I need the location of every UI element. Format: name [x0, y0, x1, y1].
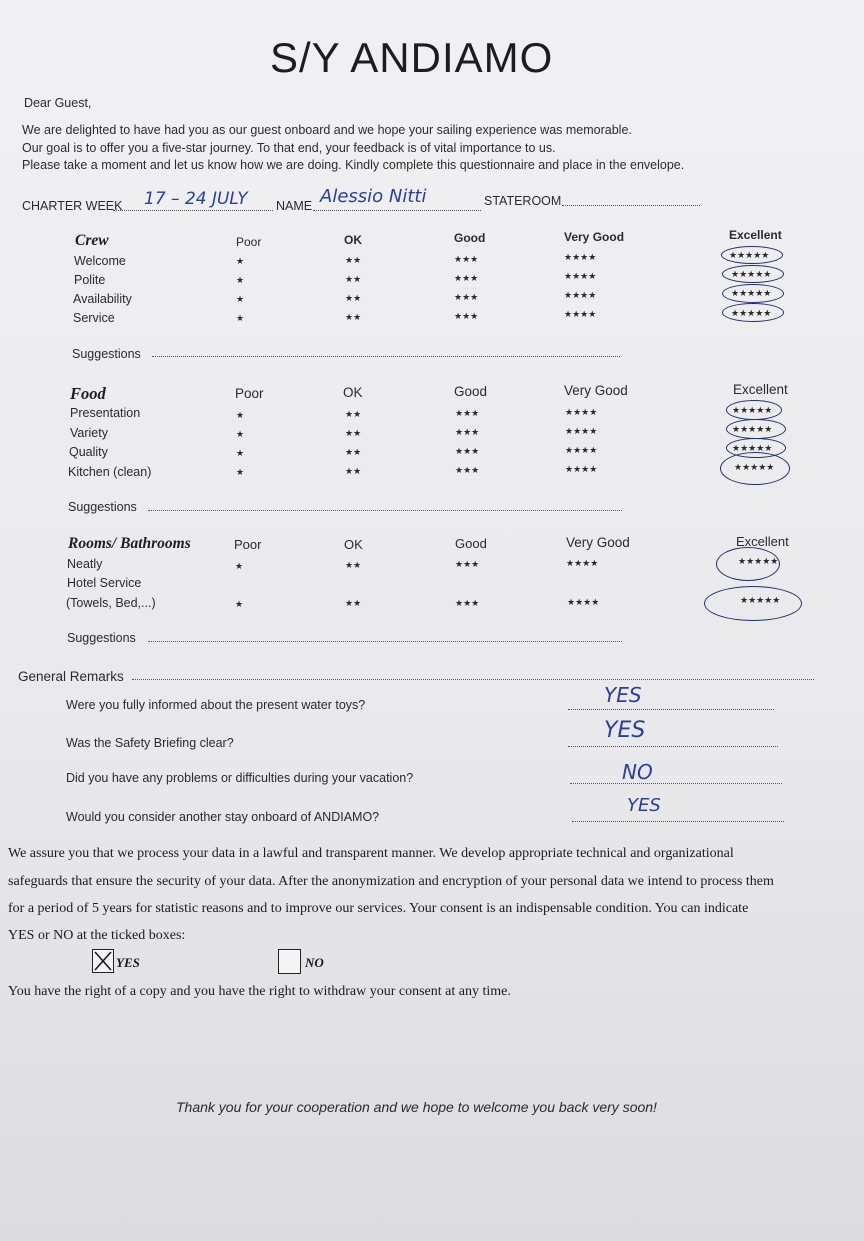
star-excellent[interactable]: ★★★★★ — [731, 269, 772, 279]
star-good[interactable]: ★★★ — [454, 273, 479, 283]
consent-rights: You have the right of a copy and you have the right to withdraw your consent at any time. — [8, 984, 511, 999]
star-excellent[interactable]: ★★★★★ — [738, 556, 779, 566]
selection-circle — [722, 284, 784, 303]
star-excellent[interactable]: ★★★★★ — [729, 250, 770, 260]
rooms-item-neatly: Neatly — [67, 557, 103, 571]
rooms-header-good: Good — [455, 536, 487, 551]
consent-line-3: for a period of 5 years for statistic reasons and to improve our services. Your consent is an indispensable condition. You can indicate — [8, 901, 749, 916]
consent-line-4: YES or NO at the ticked boxes: — [8, 928, 186, 943]
food-header-very-good: Very Good — [564, 383, 628, 398]
star-good[interactable]: ★★★ — [455, 559, 480, 569]
food-section-title: Food — [70, 384, 106, 403]
star-poor[interactable]: ★ — [236, 313, 245, 323]
star-ok[interactable]: ★★ — [345, 447, 362, 457]
star-excellent[interactable]: ★★★★★ — [732, 443, 773, 453]
rooms-item-hotel-service: Hotel Service — [67, 576, 142, 590]
star-poor[interactable]: ★ — [235, 561, 244, 571]
star-very-good[interactable]: ★★★★ — [565, 464, 598, 474]
star-poor[interactable]: ★ — [236, 448, 245, 458]
star-good[interactable]: ★★★ — [455, 427, 480, 437]
crew-header-ok: OK — [344, 233, 362, 247]
star-ok[interactable]: ★★ — [345, 312, 362, 322]
no-checkbox[interactable] — [278, 949, 301, 974]
general-remarks-label: General Remarks — [18, 669, 124, 684]
star-ok[interactable]: ★★ — [345, 274, 362, 284]
star-good[interactable]: ★★★ — [454, 254, 479, 264]
food-item-variety: Variety — [70, 426, 108, 440]
star-excellent[interactable]: ★★★★★ — [731, 308, 772, 318]
star-good[interactable]: ★★★ — [454, 311, 479, 321]
rooms-header-excellent: Excellent — [736, 534, 789, 549]
star-ok[interactable]: ★★ — [345, 255, 362, 265]
rooms-header-very-good: Very Good — [566, 535, 630, 550]
selection-circle — [721, 246, 783, 264]
stateroom-line[interactable] — [562, 205, 700, 206]
star-poor[interactable]: ★ — [236, 429, 245, 439]
food-item-presentation: Presentation — [70, 406, 141, 420]
crew-suggestions-label: Suggestions — [72, 347, 141, 361]
food-suggestions-line[interactable] — [148, 510, 622, 511]
charter-week-label: CHARTER WEEK — [22, 199, 123, 213]
star-good[interactable]: ★★★ — [454, 292, 479, 302]
question-another-stay: Would you consider another stay onboard of ANDIAMO? — [66, 810, 380, 824]
name-value[interactable]: Alessio Nitti — [320, 186, 427, 207]
star-excellent[interactable]: ★★★★★ — [734, 462, 775, 472]
crew-item-polite: Polite — [74, 273, 106, 287]
crew-suggestions-line[interactable] — [152, 356, 620, 357]
intro-line-3: Please take a moment and let us know how we are doing. Kindly complete this questionnaire and place in the envelope. — [22, 158, 685, 172]
general-remarks-line[interactable] — [132, 679, 814, 680]
crew-header-poor: Poor — [236, 235, 262, 249]
food-item-quality: Quality — [69, 445, 108, 459]
star-poor[interactable]: ★ — [236, 467, 245, 477]
star-excellent[interactable]: ★★★★★ — [732, 405, 773, 415]
star-ok[interactable]: ★★ — [345, 293, 362, 303]
rooms-suggestions-line[interactable] — [148, 641, 622, 642]
star-very-good[interactable]: ★★★★ — [566, 558, 599, 568]
star-ok[interactable]: ★★ — [345, 560, 362, 570]
star-very-good[interactable]: ★★★★ — [567, 597, 600, 607]
rooms-header-ok: OK — [344, 537, 363, 552]
charter-week-value[interactable]: 17 – 24 JULY — [144, 189, 248, 209]
crew-header-very-good: Very Good — [564, 230, 625, 244]
star-very-good[interactable]: ★★★★ — [564, 309, 597, 319]
food-suggestions-label: Suggestions — [68, 500, 137, 514]
star-ok[interactable]: ★★ — [345, 409, 362, 419]
crew-header-good: Good — [454, 231, 486, 245]
star-good[interactable]: ★★★ — [455, 408, 480, 418]
star-good[interactable]: ★★★ — [455, 446, 480, 456]
answer-line[interactable] — [568, 709, 774, 710]
rooms-item-towels-bed: (Towels, Bed,...) — [66, 596, 156, 610]
selection-circle — [704, 586, 802, 621]
greeting: Dear Guest, — [24, 96, 92, 110]
name-line — [313, 210, 481, 211]
rooms-header-poor: Poor — [234, 537, 262, 552]
answer-problems[interactable]: NO — [622, 760, 653, 784]
star-very-good[interactable]: ★★★★ — [565, 407, 598, 417]
yes-label: YES — [116, 955, 140, 970]
selection-circle — [722, 265, 784, 283]
star-good[interactable]: ★★★ — [455, 598, 480, 608]
selection-circle — [726, 419, 786, 439]
charter-week-line — [113, 210, 273, 211]
star-very-good[interactable]: ★★★★ — [564, 290, 597, 300]
star-excellent[interactable]: ★★★★★ — [740, 595, 781, 605]
star-very-good[interactable]: ★★★★ — [565, 445, 598, 455]
check-x-icon — [93, 950, 113, 972]
question-water-toys: Were you fully informed about the present water toys? — [66, 698, 366, 712]
food-item-kitchen: Kitchen (clean) — [68, 465, 152, 479]
selection-circle — [720, 452, 790, 485]
food-header-ok: OK — [343, 385, 363, 400]
rooms-section-title: Rooms/ Bathrooms — [68, 535, 191, 552]
thank-you-message: Thank you for your cooperation and we hope to welcome you back very soon! — [176, 1099, 657, 1115]
star-very-good[interactable]: ★★★★ — [565, 426, 598, 436]
question-problems: Did you have any problems or difficulties during your vacation? — [66, 771, 414, 785]
star-good[interactable]: ★★★ — [455, 465, 480, 475]
star-poor[interactable]: ★ — [236, 256, 245, 266]
name-label: NAME — [276, 199, 313, 213]
star-poor[interactable]: ★ — [235, 599, 244, 609]
food-header-excellent: Excellent — [733, 382, 788, 397]
crew-header-excellent: Excellent — [729, 228, 782, 242]
form-title: S/Y ANDIAMO — [270, 34, 554, 81]
question-safety-briefing: Was the Safety Briefing clear? — [66, 736, 234, 750]
yes-checkbox[interactable] — [92, 949, 114, 973]
consent-line-1: We assure you that we process your data in a lawful and transparent manner. We develop appropriate technical and organizational — [8, 846, 734, 861]
star-poor[interactable]: ★ — [236, 275, 245, 285]
star-ok[interactable]: ★★ — [345, 428, 362, 438]
answer-another-stay[interactable]: YES — [627, 795, 661, 816]
crew-section-title: Crew — [75, 232, 109, 249]
stateroom-label: STATEROOM — [484, 194, 562, 208]
selection-circle — [716, 547, 780, 581]
intro-line-1: We are delighted to have had you as our guest onboard and we hope your sailing experience was memorable. — [22, 123, 632, 137]
answer-water-toys[interactable]: YES — [604, 683, 642, 707]
star-ok[interactable]: ★★ — [345, 598, 362, 608]
crew-item-welcome: Welcome — [74, 254, 126, 268]
rooms-suggestions-label: Suggestions — [67, 631, 136, 645]
consent-line-2: safeguards that ensure the security of your data. After the anonymization and encryption of your personal data we intend to process them — [8, 874, 774, 889]
no-label: NO — [305, 955, 324, 970]
intro-line-2: Our goal is to offer you a five-star journey. To that end, your feedback is of vital importance to us. — [22, 141, 556, 155]
answer-line[interactable] — [572, 821, 784, 822]
star-ok[interactable]: ★★ — [345, 466, 362, 476]
answer-safety-briefing[interactable]: YES — [604, 718, 646, 743]
answer-line[interactable] — [568, 746, 778, 747]
crew-item-service: Service — [73, 311, 115, 325]
selection-circle — [722, 303, 784, 322]
food-header-good: Good — [454, 384, 488, 399]
answer-line[interactable] — [570, 783, 782, 784]
star-excellent[interactable]: ★★★★★ — [732, 424, 773, 434]
star-very-good[interactable]: ★★★★ — [564, 271, 597, 281]
star-poor[interactable]: ★ — [236, 294, 245, 304]
selection-circle — [726, 400, 782, 420]
star-excellent[interactable]: ★★★★★ — [731, 288, 772, 298]
crew-item-availability: Availability — [73, 292, 132, 306]
star-very-good[interactable]: ★★★★ — [564, 252, 597, 262]
food-header-poor: Poor — [235, 386, 264, 401]
star-poor[interactable]: ★ — [236, 410, 245, 420]
